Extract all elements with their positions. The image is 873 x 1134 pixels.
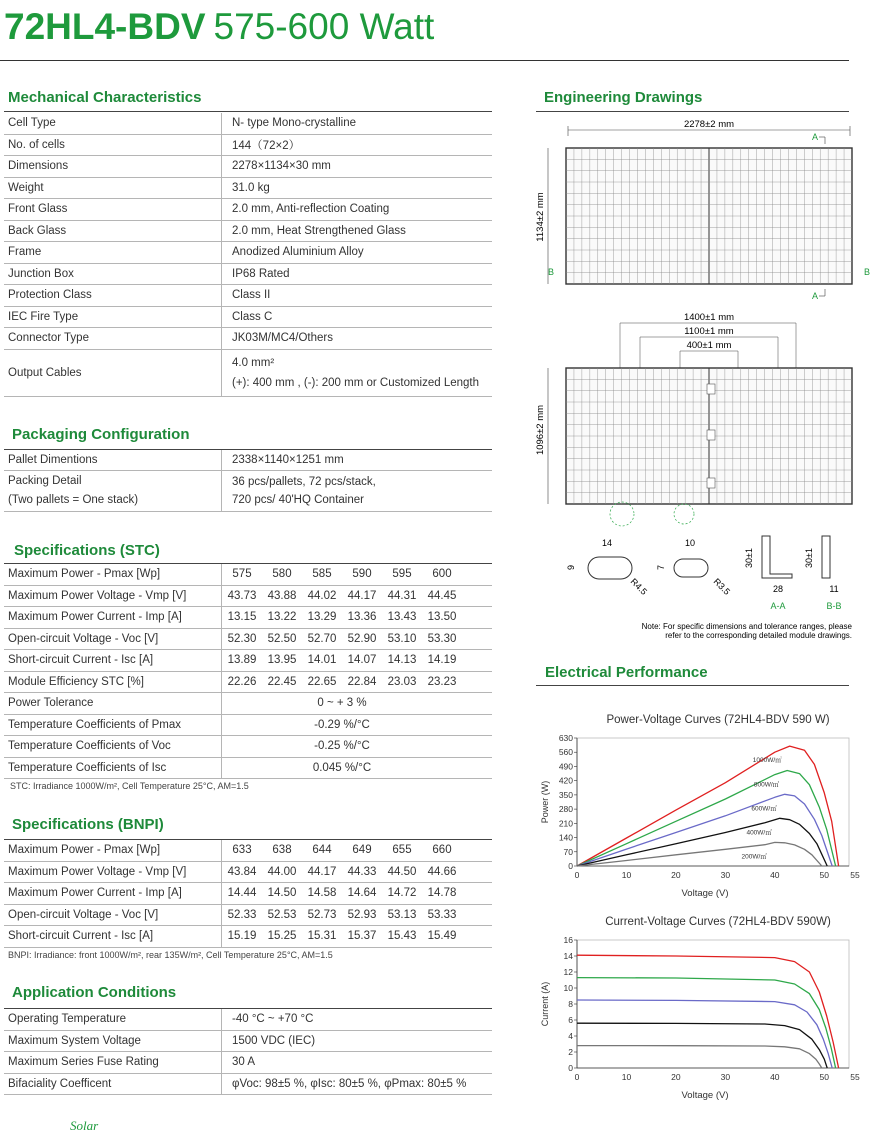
y-tick-label: 6 xyxy=(568,1015,573,1025)
mounting-hole-10x7 xyxy=(674,559,708,577)
model-name: 72HL4-BDV xyxy=(4,6,206,47)
profile-a-a xyxy=(762,536,792,578)
x-tick-label: 50 xyxy=(819,870,830,880)
y-tick-label: 4 xyxy=(568,1031,573,1041)
y-tick-label: 140 xyxy=(558,832,573,843)
electrical-heading: Electrical Performance xyxy=(545,664,708,681)
table-row xyxy=(4,220,492,242)
profile-b-b xyxy=(822,536,830,578)
table-row xyxy=(4,471,492,512)
row-label: Weight xyxy=(4,177,222,199)
title-divider xyxy=(0,60,849,61)
spec-spacer xyxy=(462,840,492,861)
table-row xyxy=(4,840,492,861)
spec-value: 22.84 xyxy=(342,671,382,693)
row-value: 31.0 kg xyxy=(222,177,493,199)
spec-value: 52.93 xyxy=(342,904,382,926)
x-tick-label: 55 xyxy=(850,870,860,880)
application-heading: Application Conditions xyxy=(12,984,177,1001)
stc-heading: Specifications (STC) xyxy=(14,542,160,559)
spec-label: Short-circuit Current - Isc [A] xyxy=(4,926,222,948)
spec-label: Temperature Coefficients of Voc xyxy=(4,736,222,758)
series-label: 600W/㎡ xyxy=(751,805,777,813)
spec-value: 14.44 xyxy=(222,883,263,905)
detail-circle xyxy=(610,502,634,526)
rear-dim-1400: 1400±1 mm xyxy=(683,312,735,323)
y-tick-label: 8 xyxy=(568,999,573,1009)
aa-label: A-A xyxy=(770,601,786,611)
spec-value: 14.78 xyxy=(422,883,462,905)
spec-label: Maximum Power Voltage - Vmp [V] xyxy=(4,585,222,607)
series-label: 800W/㎡ xyxy=(753,781,780,789)
bb-label: B-B xyxy=(826,601,842,611)
spec-value: 52.73 xyxy=(302,904,342,926)
row-value: Class C xyxy=(222,306,493,328)
table-row xyxy=(4,757,492,779)
spec-value: 14.01 xyxy=(302,650,342,672)
x-axis-label: Voltage (V) xyxy=(681,1090,729,1101)
spec-value: 52.70 xyxy=(302,628,342,650)
table-row xyxy=(4,861,492,883)
spec-value: 53.13 xyxy=(382,904,422,926)
row-label: Front Glass xyxy=(4,199,222,221)
y-tick-label: 10 xyxy=(563,983,573,993)
bb-width: 11 xyxy=(829,584,839,594)
table-row xyxy=(4,306,492,328)
row-label: Back Glass xyxy=(4,220,222,242)
spec-value: 44.33 xyxy=(342,861,382,883)
spec-spacer xyxy=(462,883,492,905)
spec-value: 0.045 %/°C xyxy=(222,757,463,779)
spec-label: Temperature Coefficients of Pmax xyxy=(4,714,222,736)
output-cables-value-1: 4.0 mm² xyxy=(232,356,275,369)
packing-detail-label-2: (Two pallets = One stack) xyxy=(8,494,139,506)
row-value: N- type Mono-crystalline xyxy=(222,113,493,134)
table-row xyxy=(4,904,492,926)
junction-box xyxy=(707,430,715,440)
spec-spacer xyxy=(462,607,492,629)
spec-value: 43.84 xyxy=(222,861,263,883)
row-label: IEC Fire Type xyxy=(4,306,222,328)
y-axis-label: Current (A) xyxy=(540,981,550,1027)
spec-value: 644 xyxy=(302,840,342,861)
spec-value: 13.36 xyxy=(342,607,382,629)
chart-title: Power-Voltage Curves (72HL4-BDV 590 W) xyxy=(606,714,830,726)
row-value: 30 A xyxy=(222,1052,493,1074)
row-label: Frame xyxy=(4,242,222,264)
pallet-label: Pallet Dimentions xyxy=(4,450,222,471)
spec-spacer xyxy=(462,650,492,672)
hole2-radius: R3.5 xyxy=(711,576,733,597)
row-value: 1500 VDC (IEC) xyxy=(222,1030,493,1052)
output-cables-label: Output Cables xyxy=(4,349,222,396)
y-tick-label: 0 xyxy=(568,1063,573,1073)
spec-value: 15.43 xyxy=(382,926,422,948)
table-row xyxy=(4,607,492,629)
spec-value: 52.30 xyxy=(222,628,263,650)
spec-value: 44.00 xyxy=(262,861,302,883)
table-row xyxy=(4,1030,492,1052)
table-row xyxy=(4,1009,492,1030)
spec-value: 660 xyxy=(422,840,462,861)
table-row xyxy=(4,926,492,948)
spec-value: 13.43 xyxy=(382,607,422,629)
row-label: Bifaciality Coefficent xyxy=(4,1073,222,1095)
spec-value: 13.22 xyxy=(262,607,302,629)
spec-label: Maximum Power Voltage - Vmp [V] xyxy=(4,861,222,883)
row-value: Anodized Aluminium Alloy xyxy=(222,242,493,264)
spec-value: 52.33 xyxy=(222,904,263,926)
row-value: 2.0 mm, Heat Strengthened Glass xyxy=(222,220,493,242)
spec-label: Maximum Power Current - Imp [A] xyxy=(4,883,222,905)
table-row xyxy=(4,156,492,178)
series-label: 400W/㎡ xyxy=(746,829,772,837)
y-tick-label: 70 xyxy=(563,846,573,857)
stc-note: STC: Irradiance 1000W/m², Cell Temperature 25°C, AM=1.5 xyxy=(10,781,249,791)
table-row xyxy=(4,628,492,650)
mechanical-heading-rule xyxy=(4,111,492,112)
bnpi-table xyxy=(4,840,492,948)
spec-value: 590 xyxy=(342,564,382,585)
y-tick-label: 420 xyxy=(558,775,573,786)
spec-value: 44.66 xyxy=(422,861,462,883)
drawings-heading: Engineering Drawings xyxy=(544,89,703,106)
row-value: Class II xyxy=(222,285,493,307)
table-row xyxy=(4,564,492,585)
spec-value: 14.72 xyxy=(382,883,422,905)
table-row xyxy=(4,349,492,396)
spec-value: 23.23 xyxy=(422,671,462,693)
table-row xyxy=(4,585,492,607)
spec-value: 23.03 xyxy=(382,671,422,693)
rear-dim-1100: 1100±1 mm xyxy=(684,326,734,337)
pallet-value: 2338×1140×1251 mm xyxy=(222,450,493,471)
rear-dim-400: 400±1 mm xyxy=(686,340,732,351)
table-row xyxy=(4,177,492,199)
y-tick-label: 490 xyxy=(558,761,573,772)
spec-value: 52.53 xyxy=(262,904,302,926)
x-tick-label: 55 xyxy=(850,1072,860,1082)
series-label: 200W/㎡ xyxy=(741,853,767,861)
bnpi-heading: Specifications (BNPI) xyxy=(12,816,164,833)
packing-detail-value-2: 720 pcs/ 40'HQ Container xyxy=(232,494,364,506)
y-tick-label: 0 xyxy=(568,861,573,871)
y-tick-label: 210 xyxy=(558,818,573,829)
series-label: 1000W/㎡ xyxy=(752,757,782,765)
table-row xyxy=(4,113,492,134)
spec-value: 649 xyxy=(342,840,382,861)
row-value: 2278×1134×30 mm xyxy=(222,156,493,178)
spec-value: 14.50 xyxy=(262,883,302,905)
spec-spacer xyxy=(462,564,492,585)
output-cables-value-2: (+): 400 mm , (-): 200 mm or Customized Length xyxy=(232,376,480,389)
output-cables-value xyxy=(222,349,493,396)
x-tick-label: 50 xyxy=(819,1072,830,1082)
drawing-note-1: Note: For specific dimensions and tolerance ranges, please xyxy=(641,622,852,631)
spec-spacer xyxy=(462,714,492,736)
series-line-2 xyxy=(577,1000,832,1068)
x-tick-label: 40 xyxy=(770,870,780,880)
table-row xyxy=(4,285,492,307)
series-line-2 xyxy=(577,794,832,866)
spec-value: 13.50 xyxy=(422,607,462,629)
x-tick-label: 0 xyxy=(574,870,580,880)
table-row xyxy=(4,671,492,693)
spec-value: -0.25 %/°C xyxy=(222,736,463,758)
x-tick-label: 20 xyxy=(671,1072,681,1082)
spec-spacer xyxy=(462,585,492,607)
power-voltage-chart xyxy=(530,706,873,902)
spec-value: 22.65 xyxy=(302,671,342,693)
spec-spacer xyxy=(462,628,492,650)
row-value: φVoc: 98±5 %, φIsc: 80±5 %, φPmax: 80±5 % xyxy=(222,1073,493,1095)
section-b-right: B xyxy=(864,267,871,277)
spec-label: Open-circuit Voltage - Voc [V] xyxy=(4,904,222,926)
chart-title: Current-Voltage Curves (72HL4-BDV 590W) xyxy=(605,916,831,928)
spec-value: 44.17 xyxy=(302,861,342,883)
y-tick-label: 16 xyxy=(563,935,573,945)
y-tick-label: 630 xyxy=(558,733,573,743)
spec-spacer xyxy=(462,757,492,779)
table-row xyxy=(4,714,492,736)
section-a-bottom: A xyxy=(812,291,819,301)
application-table xyxy=(4,1009,492,1095)
current-voltage-chart xyxy=(530,908,873,1104)
spec-label: Power Tolerance xyxy=(4,693,222,715)
spec-value: 14.64 xyxy=(342,883,382,905)
spec-label: Open-circuit Voltage - Voc [V] xyxy=(4,628,222,650)
y-tick-label: 12 xyxy=(563,967,573,977)
table-row xyxy=(4,1073,492,1095)
plot-frame xyxy=(577,738,849,866)
spec-value: 13.95 xyxy=(262,650,302,672)
hole1-radius: R4.5 xyxy=(628,576,650,597)
spec-value: 15.37 xyxy=(342,926,382,948)
row-value: 144（72×2） xyxy=(222,134,493,156)
spec-value: 585 xyxy=(302,564,342,585)
packing-detail-label-1: Packing Detail xyxy=(8,475,82,487)
mechanical-table xyxy=(4,113,492,397)
spec-value: 44.45 xyxy=(422,585,462,607)
spec-spacer xyxy=(462,736,492,758)
series-line-3 xyxy=(577,818,827,866)
row-label: No. of cells xyxy=(4,134,222,156)
drawing-note-2: refer to the corresponding detailed module drawings. xyxy=(665,631,852,640)
spec-value: 15.49 xyxy=(422,926,462,948)
table-row xyxy=(4,328,492,350)
spec-spacer xyxy=(462,693,492,715)
spec-value: 13.89 xyxy=(222,650,263,672)
spec-value: 595 xyxy=(382,564,422,585)
rear-height-label: 1096±2 mm xyxy=(535,404,546,456)
x-tick-label: 40 xyxy=(770,1072,780,1082)
detail-circle xyxy=(674,504,694,524)
spec-value: 14.58 xyxy=(302,883,342,905)
y-tick-label: 350 xyxy=(558,789,573,800)
row-value: JK03M/MC4/Others xyxy=(222,328,493,350)
spec-value: 575 xyxy=(222,564,263,585)
hole2-height: 7 xyxy=(656,564,666,570)
front-width-label: 2278±2 mm xyxy=(683,119,735,130)
junction-box xyxy=(707,478,715,488)
row-value: -40 °C ~ +70 °C xyxy=(222,1009,493,1030)
spec-value: 43.73 xyxy=(222,585,263,607)
spec-value: 15.25 xyxy=(262,926,302,948)
electrical-heading-rule xyxy=(536,685,849,686)
spec-label: Module Efficiency STC [%] xyxy=(4,671,222,693)
table-row xyxy=(4,242,492,264)
row-label: Operating Temperature xyxy=(4,1009,222,1030)
hole2-width: 10 xyxy=(684,538,696,548)
spec-value: 655 xyxy=(382,840,422,861)
spec-value: 15.19 xyxy=(222,926,263,948)
spec-label: Maximum Power - Pmax [Wp] xyxy=(4,840,222,861)
spec-value: 22.45 xyxy=(262,671,302,693)
spec-value: 44.02 xyxy=(302,585,342,607)
spec-value: -0.29 %/°C xyxy=(222,714,463,736)
stc-table xyxy=(4,564,492,779)
page-title xyxy=(4,6,434,48)
spec-value: 0 ~ + 3 % xyxy=(222,693,463,715)
spec-value: 53.30 xyxy=(422,628,462,650)
x-tick-label: 30 xyxy=(720,870,731,880)
y-tick-label: 280 xyxy=(558,804,573,815)
table-row xyxy=(4,1052,492,1074)
section-a-top: A xyxy=(812,132,819,142)
x-tick-label: 10 xyxy=(621,870,632,880)
spec-label: Temperature Coefficients of Isc xyxy=(4,757,222,779)
spec-value: 580 xyxy=(262,564,302,585)
spec-value: 14.19 xyxy=(422,650,462,672)
spec-value: 633 xyxy=(222,840,263,861)
spec-label: Maximum Power - Pmax [Wp] xyxy=(4,564,222,585)
row-value: IP68 Rated xyxy=(222,263,493,285)
spec-value: 44.50 xyxy=(382,861,422,883)
table-row xyxy=(4,736,492,758)
engineering-drawings xyxy=(530,112,873,642)
spec-label: Maximum Power Current - Imp [A] xyxy=(4,607,222,629)
spec-spacer xyxy=(462,926,492,948)
y-axis-label: Power (W) xyxy=(540,780,550,824)
spec-spacer xyxy=(462,671,492,693)
y-tick-label: 2 xyxy=(568,1047,573,1057)
spec-value: 13.15 xyxy=(222,607,263,629)
spec-value: 14.07 xyxy=(342,650,382,672)
spec-value: 53.33 xyxy=(422,904,462,926)
spec-value: 53.10 xyxy=(382,628,422,650)
spec-value: 44.31 xyxy=(382,585,422,607)
table-row xyxy=(4,693,492,715)
x-tick-label: 0 xyxy=(574,1072,580,1082)
hole1-width: 14 xyxy=(601,538,613,548)
spec-value: 15.31 xyxy=(302,926,342,948)
packaging-table xyxy=(4,450,492,512)
table-row xyxy=(4,134,492,156)
x-tick-label: 20 xyxy=(671,870,681,880)
x-tick-label: 10 xyxy=(621,1072,632,1082)
row-value: 2.0 mm, Anti-reflection Coating xyxy=(222,199,493,221)
packing-detail-value-1: 36 pcs/pallets, 72 pcs/stack, xyxy=(232,476,376,488)
spec-value: 44.17 xyxy=(342,585,382,607)
table-row xyxy=(4,450,492,471)
packaging-heading: Packaging Configuration xyxy=(12,426,190,443)
row-label: Maximum System Voltage xyxy=(4,1030,222,1052)
section-b-left: B xyxy=(548,267,555,277)
spec-value: 22.26 xyxy=(222,671,263,693)
row-label: Protection Class xyxy=(4,285,222,307)
aa-height: 30±1 xyxy=(744,548,754,568)
y-tick-label: 14 xyxy=(563,951,573,961)
front-height-label: 1134±2 mm xyxy=(535,192,546,242)
series-line-4 xyxy=(577,1046,822,1068)
junction-box xyxy=(707,384,715,394)
table-row xyxy=(4,263,492,285)
table-row xyxy=(4,650,492,672)
spec-value: 13.29 xyxy=(302,607,342,629)
spec-value: 52.50 xyxy=(262,628,302,650)
hole1-height: 9 xyxy=(566,564,576,570)
packing-detail-value xyxy=(222,471,493,512)
spec-value: 14.13 xyxy=(382,650,422,672)
y-tick-label: 560 xyxy=(558,747,573,758)
bb-height: 30±1 xyxy=(804,548,814,568)
row-label: Connector Type xyxy=(4,328,222,350)
row-label: Dimensions xyxy=(4,156,222,178)
row-label: Maximum Series Fuse Rating xyxy=(4,1052,222,1074)
mounting-hole-14x9 xyxy=(588,557,632,579)
spec-value: 52.90 xyxy=(342,628,382,650)
series-line-0 xyxy=(577,955,839,1068)
mechanical-heading: Mechanical Characteristics xyxy=(8,89,202,106)
row-label: Cell Type xyxy=(4,113,222,134)
footer-logo: Solar xyxy=(70,1118,99,1133)
table-row xyxy=(4,883,492,905)
packing-detail-label xyxy=(4,471,222,512)
x-axis-label: Voltage (V) xyxy=(681,888,729,899)
spec-label: Short-circuit Current - Isc [A] xyxy=(4,650,222,672)
spec-spacer xyxy=(462,861,492,883)
aa-width: 28 xyxy=(772,584,784,594)
spec-value: 638 xyxy=(262,840,302,861)
spec-spacer xyxy=(462,904,492,926)
x-tick-label: 30 xyxy=(720,1072,731,1082)
spec-value: 43.88 xyxy=(262,585,302,607)
power-range: 575-600 Watt xyxy=(213,6,435,47)
row-label: Junction Box xyxy=(4,263,222,285)
plot-frame xyxy=(577,940,849,1068)
bnpi-note: BNPI: Irradiance: front 1000W/m², rear 135W/m², Cell Temperature 25°C, AM=1.5 xyxy=(8,950,333,960)
table-row xyxy=(4,199,492,221)
spec-value: 600 xyxy=(422,564,462,585)
